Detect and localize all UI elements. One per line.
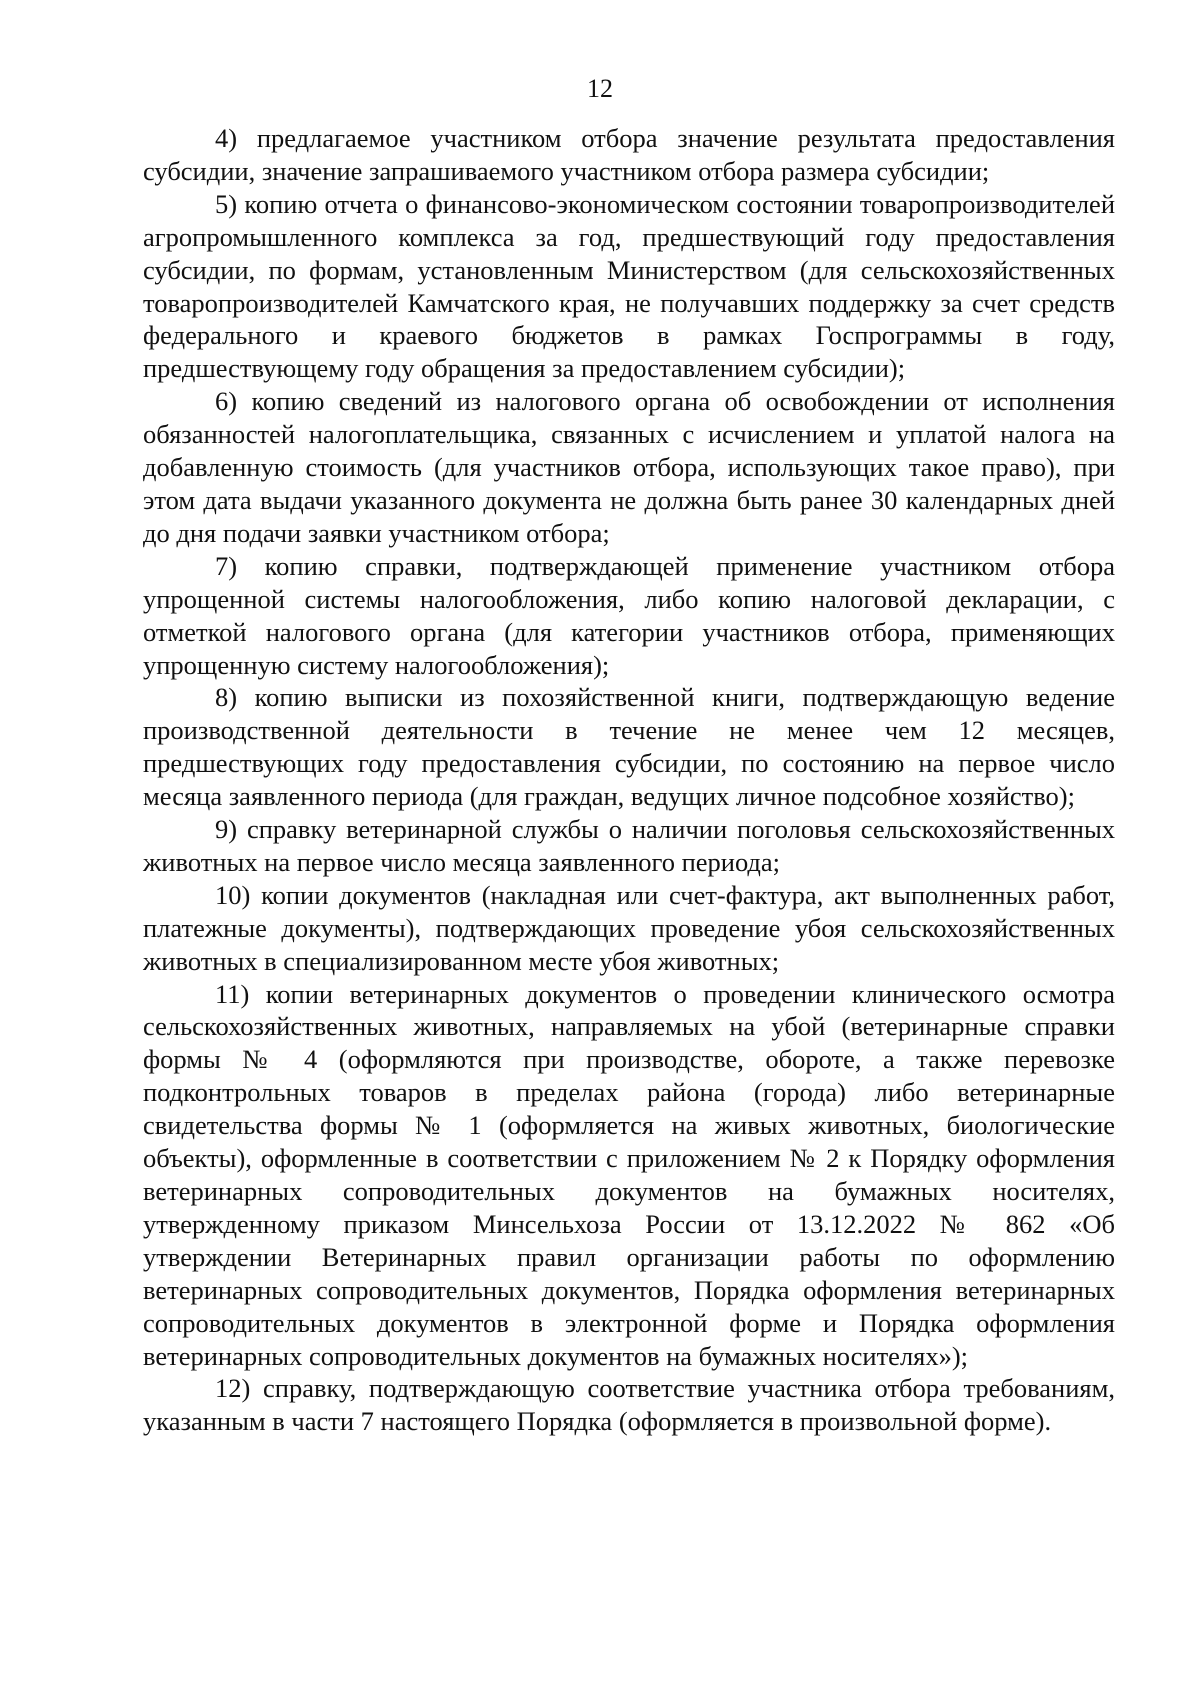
list-item-8: 8) копию выписки из похозяйственной книги, подтверждающую ведение производственной деятельности в течение не менее чем 12 месяцев, предшествующих году предоставления субсидии, по состоянию на первое число месяца заявленного периода (для граждан, ведущих личное подсобное хозяйство); [143,682,1115,812]
list-item-12: 12) справку, подтверждающую соответствие участника отбора требованиям, указанным в части 7 настоящего Порядка (оформляется в произвольной форме). [143,1373,1115,1437]
list-item-6: 6) копию сведений из налогового органа об освобождении от исполнения обязанностей налогоплательщика, связанных с исчислением и уплатой налога на добавленную стоимость (для участников отбора, использующих такое право), при этом дата выдачи указанного документа не должна быть ранее 30 календарных дней до дня подачи заявки участником отбора; [143,386,1115,548]
list-item-9: 9) справку ветеринарной службы о наличии поголовья сельскохозяйственных животных на первое число месяца заявленного периода; [143,814,1115,877]
page-number: 12 [587,74,613,103]
list-item-5: 5) копию отчета о финансово-экономическом состоянии товаропроизводителей агропромышленного комплекса за год, предшествующий году предоставления субсидии, по формам, установленным Министерством (для сельскохозяйственных товаропроизводителей Камчатского края, не получавших поддержку за счет средств федерального и краевого бюджетов в рамках Госпрограммы в году, предшествующему году обращения за предоставлением субсидии); [143,188,1115,384]
list-item-4: 4) предлагаемое участником отбора значение результата предоставления субсидии, значение запрашиваемого участником отбора размера субсидии; [143,123,1115,186]
document-body [143,122,1115,1438]
list-item-7: 7) копию справки, подтверждающей применение участником отбора упрощенной системы налогообложения, либо копию налоговой декларации, с отметкой налогового органа (для категории участников отбора, применяющих упрощенную систему налогообложения); [143,550,1115,680]
list-item-10: 10) копии документов (накладная или счет-фактура, акт выполненных работ, платежные документы), подтверждающих проведение убоя сельскохозяйственных животных в специализированном месте убоя животных; [143,879,1115,976]
list-item-11: 11) копии ветеринарных документов о проведении клинического осмотра сельскохозяйственных животных, направляемых на убой (ветеринарные справки формы № 4 (оформляются при производстве, обороте, а также перевозке подконтрольных товаров в пределах района (города) либо ветеринарные свидетельства формы № 1 (оформляется на живых животных, биологические объекты), оформленные в соответствии с приложением № 2 к Порядку оформления ветеринарных сопроводительных документов на бумажных носителях, утвержденному приказом Минсельхоза России от 13.12.2022 № 862 «Об утверждении Ветеринарных правил организации работы по оформлению ветеринарных сопроводительных документов, Порядка оформления ветеринарных сопроводительных документов в электронной форме и Порядка оформления ветеринарных сопроводительных документов на бумажных носителях»); [143,978,1115,1371]
